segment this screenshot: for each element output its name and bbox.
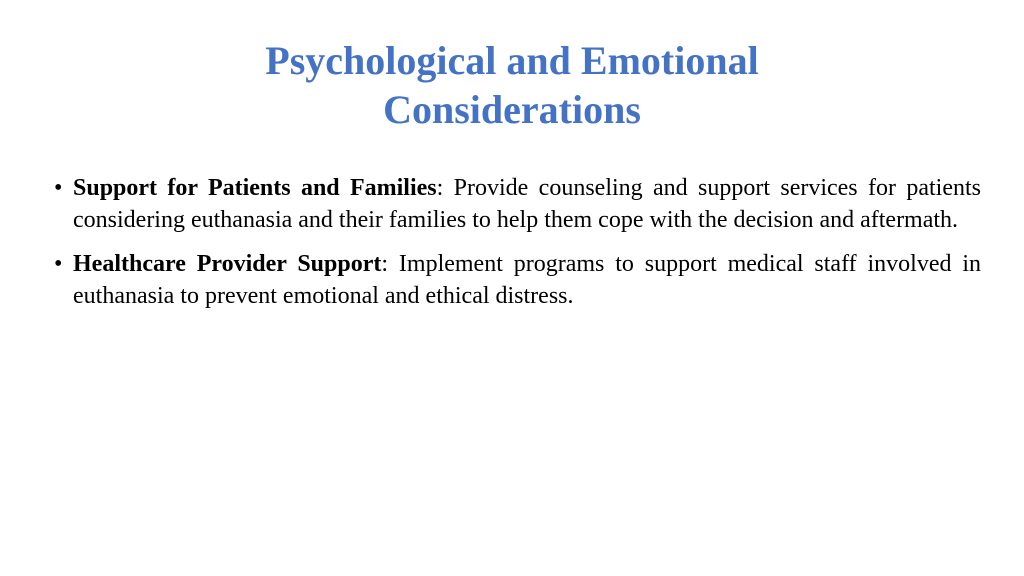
bullet-separator: : [381, 251, 389, 277]
bullet-marker: • [54, 175, 63, 201]
bullet-heading: Healthcare Provider Support [73, 251, 382, 277]
bullet-list [44, 172, 981, 324]
slide-title: Psychological and Emotional Considerations [265, 38, 759, 132]
bullet-text: Implement programs to support medical staff involved in euthanasia to prevent emotional and ethical distress. [73, 251, 982, 309]
bullet-heading: Support for Patients and Families [73, 175, 437, 201]
bullet-separator: : [436, 175, 444, 201]
bullet-item-provider-support [44, 248, 981, 312]
bullet-marker: • [54, 251, 63, 277]
bullet-text: Provide counseling and support services for patients considering euthanasia and their families to help them cope with the decision and aftermath. [73, 175, 981, 233]
bullet-item-patient-support [44, 172, 981, 236]
